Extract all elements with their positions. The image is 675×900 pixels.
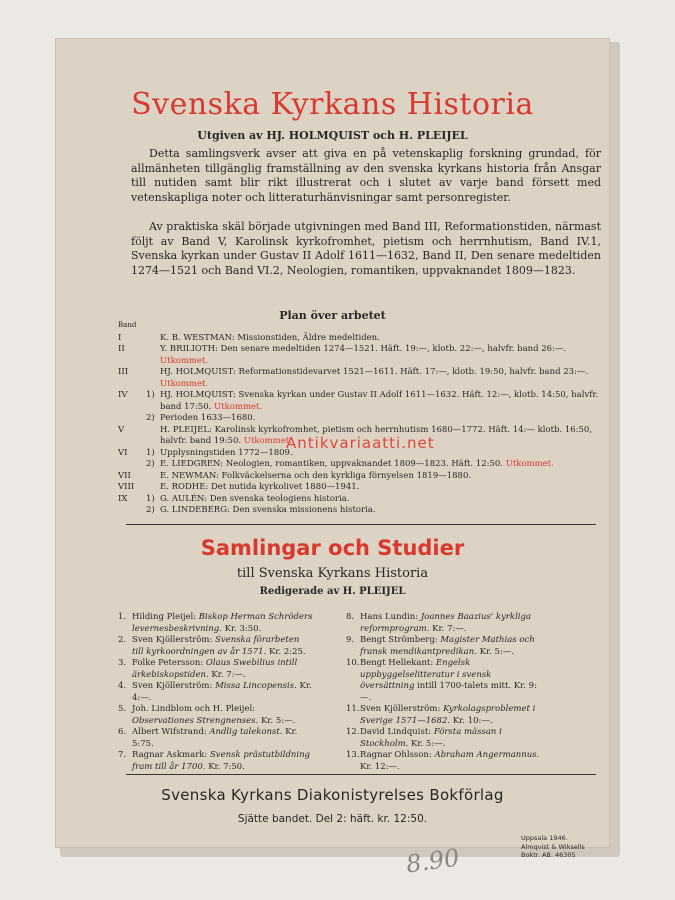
series-list-left bbox=[118, 612, 313, 773]
series-work: Andlig talekonst. bbox=[209, 727, 286, 737]
band-description: G. AULÉN: Den svenska teologiens historia. bbox=[160, 493, 350, 504]
series-price: Kr. 3:50. bbox=[224, 623, 262, 634]
pencil-price-mark: 8.90 bbox=[404, 843, 462, 879]
editors-line: Utgiven av HJ. HOLMQUIST och H. PLEIJEL bbox=[197, 129, 468, 142]
series-work: Joannes Baazius' kyrkliga reformprogram. bbox=[360, 612, 532, 634]
series-item bbox=[346, 612, 541, 635]
series-item bbox=[118, 750, 313, 773]
series-entry bbox=[132, 727, 313, 750]
band-description: HJ. HOLMQUIST: Svenska kyrkan under Gustav II Adolf 1611—1632. Häft. 12:—, klotb. 14:50, halvfr. band 17:50. Utkommet. bbox=[160, 390, 599, 412]
plan-row bbox=[118, 459, 603, 471]
series2-editor: Redigerade av H. PLEIJEL bbox=[259, 586, 406, 597]
band-number: III bbox=[118, 367, 129, 377]
series-author: Joh. Lindblom och H. Pleijel: bbox=[132, 704, 256, 714]
series-entry bbox=[360, 727, 541, 750]
band-number: VI bbox=[118, 447, 128, 458]
plan-heading: Plan över arbetet bbox=[279, 309, 386, 322]
series-author: Ragnar Ohlsson: bbox=[360, 750, 435, 760]
series-price: Kr. 7:—. bbox=[432, 623, 467, 634]
band-part: 2) bbox=[146, 505, 155, 515]
band-number: I bbox=[118, 332, 122, 343]
band-part: 2) bbox=[146, 413, 155, 423]
series-work: Missa Lincopensis. bbox=[215, 681, 300, 691]
series-work: Svenska förarbeten till kyrkoordningen av år 1571. bbox=[132, 635, 300, 657]
series-entry bbox=[132, 658, 313, 681]
series-work: Magister Mathias och fransk mendikantpredikan. bbox=[360, 635, 535, 657]
series-author: Folke Petersson: bbox=[132, 658, 206, 668]
plan-row bbox=[118, 344, 603, 367]
series-number: 1. bbox=[118, 612, 127, 622]
band-number bbox=[118, 413, 146, 425]
series-author: Sven Kjöllerström: bbox=[132, 681, 216, 691]
series-price: Kr. 12:—. bbox=[360, 761, 400, 772]
band-number: VII bbox=[118, 470, 131, 481]
edition-price: Sjätte bandet. Del 2: häft. kr. 12:50. bbox=[237, 813, 428, 825]
band-description: E. NEWMAN: Folkväckelserna och den kyrkliga förnyelsen 1819—1880. bbox=[160, 470, 472, 481]
series-work: Biskop Herman Schröders levernesbeskrivning. bbox=[132, 612, 313, 634]
series-item bbox=[118, 727, 313, 750]
intro-paragraph-1: Detta samlingsverk avser att giva en på vetenskaplig forskning grundad, för allmänheten tillgänglig framställning av den svenska kyrkans historia från Ansgar till nutiden samt blir rikt illustrerat och i slutet av varje band försett med vetenskapliga noter och litteraturhänvisningar samt personregister. bbox=[131, 147, 601, 204]
plan-row bbox=[118, 367, 603, 390]
band-part bbox=[146, 471, 160, 483]
band-number: IV bbox=[118, 390, 128, 400]
series-author: Sven Kjöllerström: bbox=[360, 704, 444, 714]
band-description: HJ. HOLMQUIST: Reformationstidevarvet 1521—1611. Häft. 17:—, klotb. 19:50, halvfr. band 23:—. Utkommet. bbox=[160, 367, 589, 389]
series-number: 7. bbox=[118, 750, 127, 760]
status-published: Utkommet. bbox=[160, 355, 209, 366]
band-part bbox=[146, 344, 160, 367]
band-number: IX bbox=[118, 493, 128, 504]
series-number: 3. bbox=[118, 658, 127, 668]
series-price: Kr. 7:50. bbox=[208, 761, 245, 772]
plan-row bbox=[118, 482, 603, 494]
printer-line: Boktr. AB. 46305 bbox=[521, 851, 576, 859]
band-part: 2) bbox=[146, 459, 155, 469]
series-number: 8. bbox=[346, 612, 355, 622]
series-number: 10. bbox=[346, 658, 360, 668]
series-number: 12. bbox=[346, 727, 360, 737]
book-back-cover bbox=[55, 38, 610, 879]
series-entry bbox=[360, 750, 541, 773]
printer-line: Almqvist & Wiksells bbox=[521, 842, 585, 851]
series-price: Kr. 5:75. bbox=[132, 727, 298, 749]
series-entry bbox=[360, 704, 541, 727]
band-part: 1) bbox=[146, 493, 155, 504]
plan-list bbox=[118, 320, 603, 517]
band-column-label: Band bbox=[118, 321, 137, 329]
series-work: Kyrkolagsproblemet i Sverige 1571—1682. bbox=[360, 704, 536, 726]
series-entry bbox=[132, 612, 313, 635]
plan-row bbox=[118, 471, 603, 483]
status-published: Utkommet. bbox=[243, 436, 292, 446]
series-price: Kr. 10:—. bbox=[452, 715, 493, 726]
series2-title: Samlingar och Studier bbox=[200, 536, 465, 560]
band-part bbox=[146, 333, 160, 345]
series-title: Svenska Kyrkans Historia bbox=[131, 87, 534, 122]
band-part: 1) bbox=[146, 390, 155, 400]
series-price: Kr. 5:—. bbox=[411, 738, 446, 749]
band-description: H. PLEIJEL: Karolinsk kyrkofromhet, pietism och herrnhutism 1680—1772. Häft. 14:— klotb. 16:50, halvfr. band 19:50. Utkommet. bbox=[160, 424, 593, 446]
printer-imprint bbox=[521, 834, 585, 860]
series-number: 2. bbox=[118, 635, 127, 645]
divider bbox=[126, 774, 596, 775]
intro-paragraph-2: Av praktiska skäl började utgivningen med Band III, Reformationstiden, närmast följt av Band V, Karolinsk kyrkofromhet, pietism och herrnhutism, Band IV.1, Svenska kyrkan under Gustav II Adolf 1611—1632, Band II, Den senare medeltiden 1274—1521 och Band VI.2, Neologien, romantiken, uppvaknandet 1809—1823. bbox=[131, 220, 601, 277]
series-work: Abraham Angermannus. bbox=[434, 750, 540, 760]
status-published: Utkommet. bbox=[160, 378, 209, 389]
plan-row bbox=[118, 494, 603, 506]
band-number: VIII bbox=[118, 482, 135, 492]
series-number: 6. bbox=[118, 727, 127, 737]
band-description: Y. BRILIOTH: Den senare medeltiden 1274—1521. Häft. 19:—, klotb. 22:—, halvfr. band 26:—. Utkommet. bbox=[160, 344, 567, 366]
publisher-line: Svenska Kyrkans Diakonistyrelses Bokförlag bbox=[161, 786, 504, 804]
series-item bbox=[346, 727, 541, 750]
series-number: 9. bbox=[346, 635, 355, 645]
series2-subtitle: till Svenska Kyrkans Historia bbox=[236, 566, 429, 581]
series-entry bbox=[132, 681, 313, 704]
series-author: Ragnar Askmark: bbox=[132, 750, 210, 760]
series-work: Olaus Swebilius intill ärkebiskopstiden. bbox=[132, 658, 298, 680]
plan-row bbox=[118, 390, 603, 413]
series-author: David Lindquist: bbox=[360, 727, 434, 737]
series-number: 11. bbox=[346, 704, 360, 714]
series-price: Kr. 2:25. bbox=[268, 646, 306, 657]
series-entry bbox=[360, 612, 541, 635]
band-description: Perioden 1633—1680. bbox=[160, 413, 256, 423]
series-author: Albert Wifstrand: bbox=[132, 727, 210, 737]
plan-row bbox=[118, 413, 603, 425]
series-item bbox=[118, 658, 313, 681]
series-work: Svensk prästutbildning fram till år 1700. bbox=[132, 750, 310, 772]
series-author: Hilding Pleijel: bbox=[132, 612, 199, 622]
series-price: intill 1700-talets mitt. Kr. 9:—. bbox=[360, 681, 537, 703]
series-number: 4. bbox=[118, 681, 127, 691]
band-number: II bbox=[118, 344, 125, 354]
series-author: Sven Kjöllerström: bbox=[132, 635, 216, 645]
band-number bbox=[118, 505, 146, 517]
band-description: E. RODHE: Det nutida kyrkolivet 1880—1941. bbox=[160, 482, 360, 492]
printer-line: Uppsala 1946. bbox=[521, 834, 568, 842]
divider bbox=[126, 524, 596, 525]
band-part bbox=[146, 367, 160, 390]
series-entry bbox=[132, 750, 313, 773]
band-description: G. LINDEBERG: Den svenska missionens historia. bbox=[160, 505, 376, 515]
band-number bbox=[118, 459, 146, 471]
series-number: 13. bbox=[346, 750, 360, 760]
status-published: Utkommet. bbox=[505, 459, 554, 469]
band-part bbox=[146, 425, 160, 448]
series-price: Kr. 5:—. bbox=[260, 715, 296, 726]
series-author: Bengt Hellekant: bbox=[360, 658, 436, 668]
series-entry bbox=[360, 658, 541, 704]
band-description: E. LIEDGREN: Neologien, romantiken, uppvaknandet 1809—1823. Häft. 12:50. Utkommet. bbox=[160, 459, 554, 469]
series-item bbox=[118, 681, 313, 704]
series-item bbox=[118, 635, 313, 658]
series-price: Kr. 4:—. bbox=[132, 681, 312, 703]
series-entry bbox=[360, 635, 541, 658]
plan-row bbox=[118, 333, 603, 345]
series-author: Hans Lundin: bbox=[360, 612, 421, 622]
status-published: Utkommet. bbox=[214, 401, 263, 412]
plan-row bbox=[118, 505, 603, 517]
series-number: 5. bbox=[118, 704, 127, 714]
series-list-right bbox=[346, 612, 541, 773]
series-item bbox=[346, 750, 541, 773]
series-price: Kr. 5:—. bbox=[479, 646, 514, 657]
band-part: 1) bbox=[146, 447, 155, 458]
series-work: Engelsk uppbyggelselitteratur i svensk översättning bbox=[360, 658, 492, 691]
series-entry bbox=[132, 635, 313, 658]
series-author: Bengt Strömberg: bbox=[360, 635, 441, 645]
series-item bbox=[346, 704, 541, 727]
series-item bbox=[118, 704, 313, 727]
series-work: Observationes Strengnenses. bbox=[132, 715, 261, 726]
watermark: Antikvariaatti.net bbox=[286, 434, 435, 452]
band-part bbox=[146, 482, 160, 494]
series-item bbox=[346, 658, 541, 704]
series-entry bbox=[132, 704, 313, 727]
band-description: K. B. WESTMAN: Missionstiden, Äldre medeltiden. bbox=[160, 332, 380, 343]
series-work: Första mässan i Stockholm. bbox=[360, 727, 502, 749]
band-description: Upplysningstiden 1772—1809. bbox=[160, 447, 293, 458]
series-price: Kr. 7:—. bbox=[211, 669, 246, 680]
series-item bbox=[346, 635, 541, 658]
band-number: V bbox=[118, 424, 125, 435]
series-item bbox=[118, 612, 313, 635]
